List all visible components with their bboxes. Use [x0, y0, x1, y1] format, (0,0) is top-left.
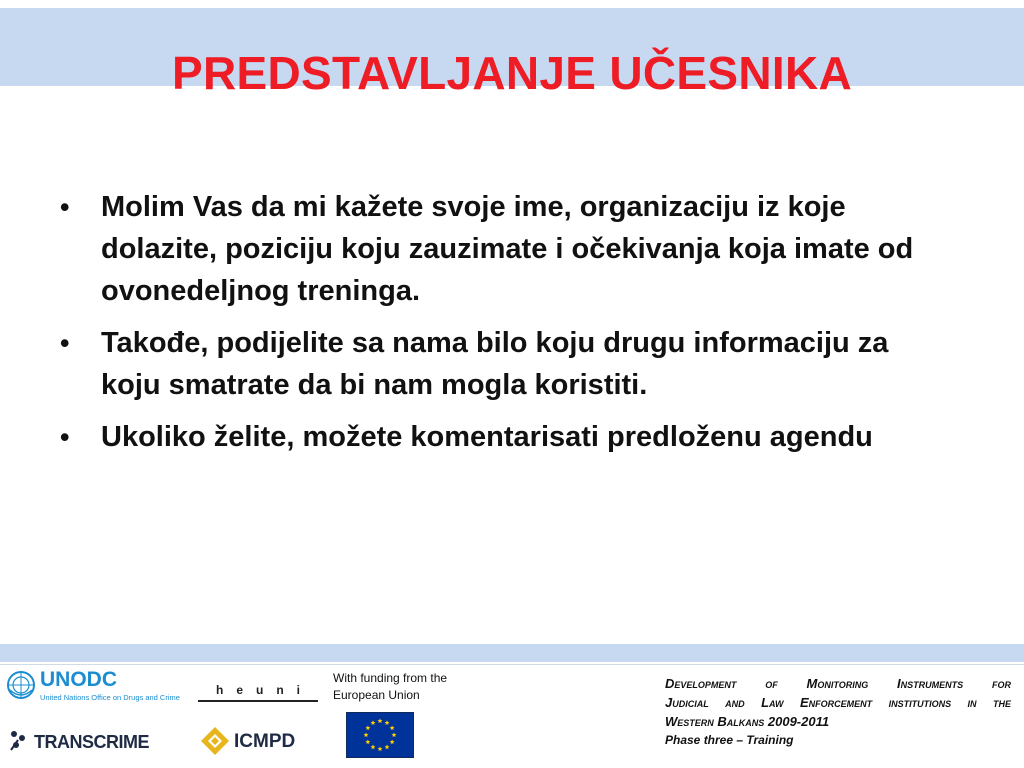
- project-line-2: Judicial and Law Enforcement institutions in the: [665, 695, 1011, 710]
- icmpd-logo: [198, 722, 308, 758]
- project-line-4: Phase three – Training: [665, 733, 794, 747]
- bullet-text: Molim Vas da mi kažete svoje ime, organizaciju iz koje dolazite, poziciju koju zauzimate i očekivanja koja imate od ovonedeljnog treninga.: [101, 191, 914, 307]
- bullet-dot-icon: •: [60, 422, 70, 452]
- bullet-item: [60, 416, 940, 458]
- project-line-1: Development of Monitoring Instruments for: [665, 676, 1011, 691]
- bullet-dot-icon: •: [60, 328, 70, 358]
- icmpd-mark-icon: [200, 726, 230, 756]
- unodc-logo: [6, 668, 198, 708]
- icmpd-text: ICMPD: [234, 731, 296, 752]
- footer-divider: [0, 664, 1024, 665]
- heuni-logo: [198, 683, 318, 707]
- funding-line-1: With funding from the: [333, 671, 448, 685]
- transcrime-logo: [6, 724, 156, 758]
- funding-note: [333, 670, 473, 704]
- un-emblem-icon: [6, 670, 36, 700]
- transcrime-mark-icon: [8, 728, 32, 752]
- funding-line-2: European Union: [333, 688, 420, 702]
- bullet-list: [60, 186, 940, 468]
- heuni-underline: [198, 700, 318, 702]
- transcrime-text: TRANSCRIME: [34, 732, 149, 752]
- slide-title: PREDSTAVLJANJE UČESNIKA: [172, 47, 852, 99]
- project-line-3: Western Balkans 2009-2011: [665, 714, 830, 729]
- bullet-text: Takođe, podijelite sa nama bilo koju drugu informaciju za koju smatrate da bi nam mogla koristiti.: [101, 327, 889, 401]
- bullet-text: Ukoliko želite, možete komentarisati predloženu agendu: [101, 421, 873, 453]
- bullet-dot-icon: •: [60, 192, 70, 222]
- footer-band: [0, 644, 1024, 662]
- unodc-name: UNODC: [40, 668, 117, 691]
- project-description: [665, 674, 1011, 750]
- bullet-item: [60, 322, 940, 406]
- heuni-text: heuni: [216, 683, 313, 697]
- bullet-item: [60, 186, 940, 312]
- eu-flag-icon: [346, 712, 414, 758]
- unodc-subtitle: United Nations Office on Drugs and Crime: [40, 693, 180, 702]
